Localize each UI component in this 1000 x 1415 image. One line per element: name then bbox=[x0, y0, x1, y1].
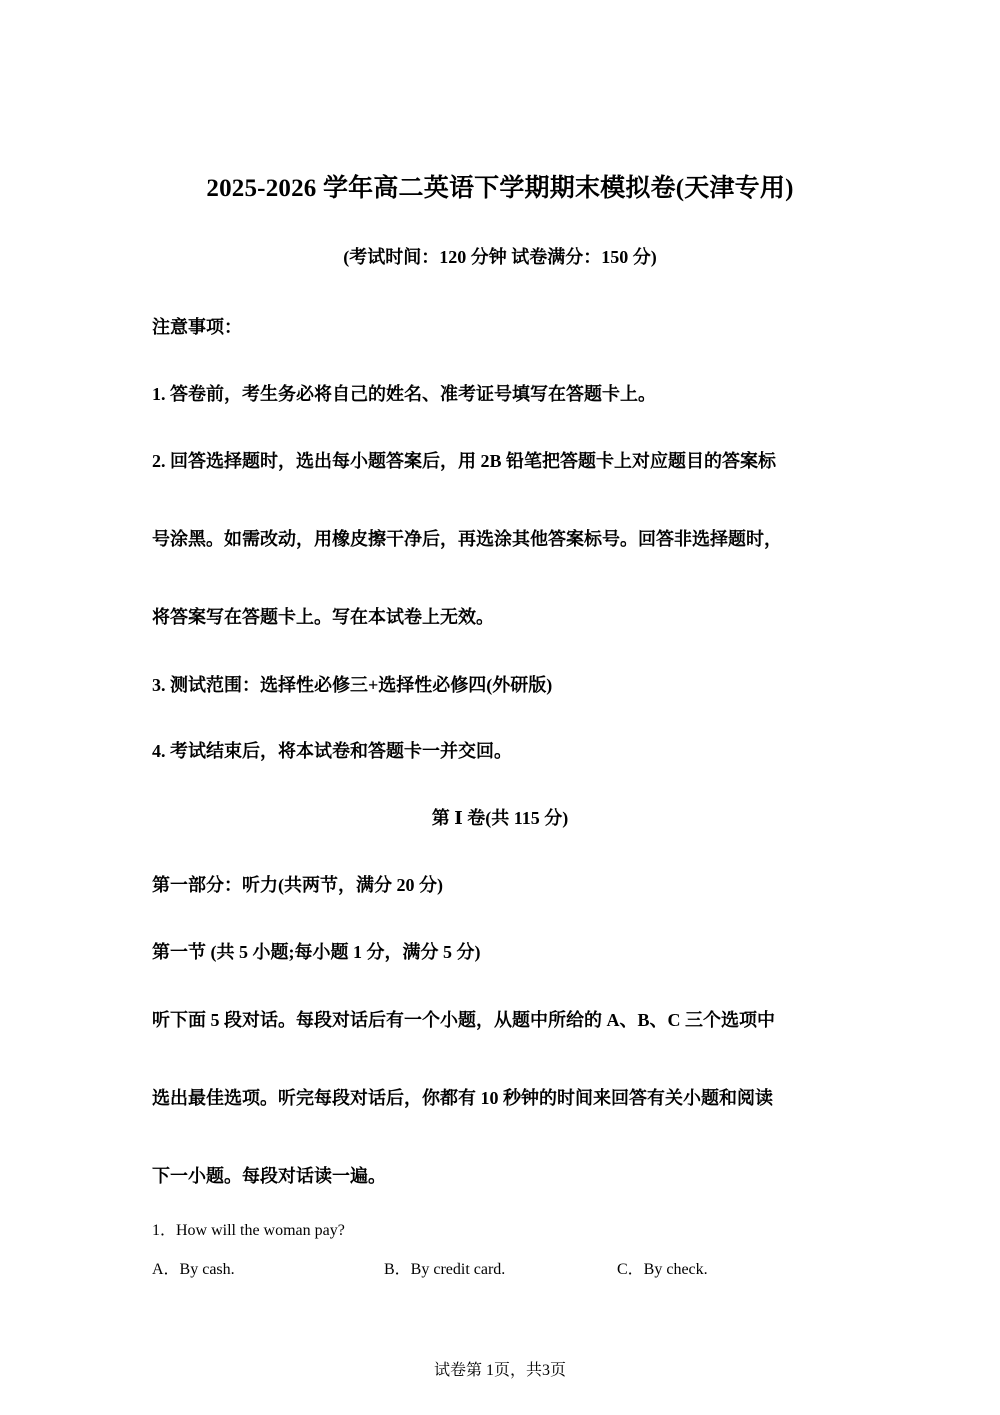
note-line-3: 号涂黑。如需改动，用橡皮擦干净后，再选涂其他答案标号。回答非选择题时， bbox=[152, 529, 782, 549]
question-1-option-b: B．By credit card. bbox=[384, 1261, 506, 1278]
part-one-heading: 第一部分：听力(共两节，满分 20 分) bbox=[152, 875, 443, 895]
note-line-2: 2. 回答选择题时，选出每小题答案后，用 2B 铅笔把答题卡上对应题目的答案标 bbox=[152, 451, 777, 471]
exam-time-and-score: (考试时间：120 分钟 试卷满分：150 分) bbox=[343, 247, 657, 267]
instruction-line-2: 选出最佳选项。听完每段对话后，你都有 10 秒钟的时间来回答有关小题和阅读 bbox=[152, 1088, 773, 1108]
question-1-option-c: C．By check. bbox=[617, 1261, 708, 1278]
note-line-4: 将答案写在答题卡上。写在本试卷上无效。 bbox=[152, 607, 494, 627]
question-1-stem: 1．How will the woman pay? bbox=[152, 1222, 345, 1239]
note-line-6: 4. 考试结束后，将本试卷和答题卡一并交回。 bbox=[152, 741, 512, 761]
note-line-5: 3. 测试范围：选择性必修三+选择性必修四(外研版) bbox=[152, 675, 553, 695]
page-footer: 试卷第 1页，共3页 bbox=[433, 1362, 566, 1379]
instruction-line-3: 下一小题。每段对话读一遍。 bbox=[152, 1166, 386, 1186]
question-1-option-a: A．By cash. bbox=[152, 1261, 235, 1278]
exam-title: 2025-2026 学年高二英语下学期期末模拟卷(天津专用) bbox=[206, 175, 794, 202]
note-line-1: 1. 答卷前，考生务必将自己的姓名、准考证号填写在答题卡上。 bbox=[152, 384, 656, 404]
instruction-line-1: 听下面 5 段对话。每段对话后有一个小题，从题中所给的 A、B、C 三个选项中 bbox=[152, 1010, 776, 1030]
notes-heading: 注意事项： bbox=[152, 317, 242, 337]
section-one-heading: 第一节 (共 5 小题;每小题 1 分，满分 5 分) bbox=[152, 942, 481, 962]
volume-title: 第 Ⅰ 卷(共 115 分) bbox=[431, 808, 569, 828]
